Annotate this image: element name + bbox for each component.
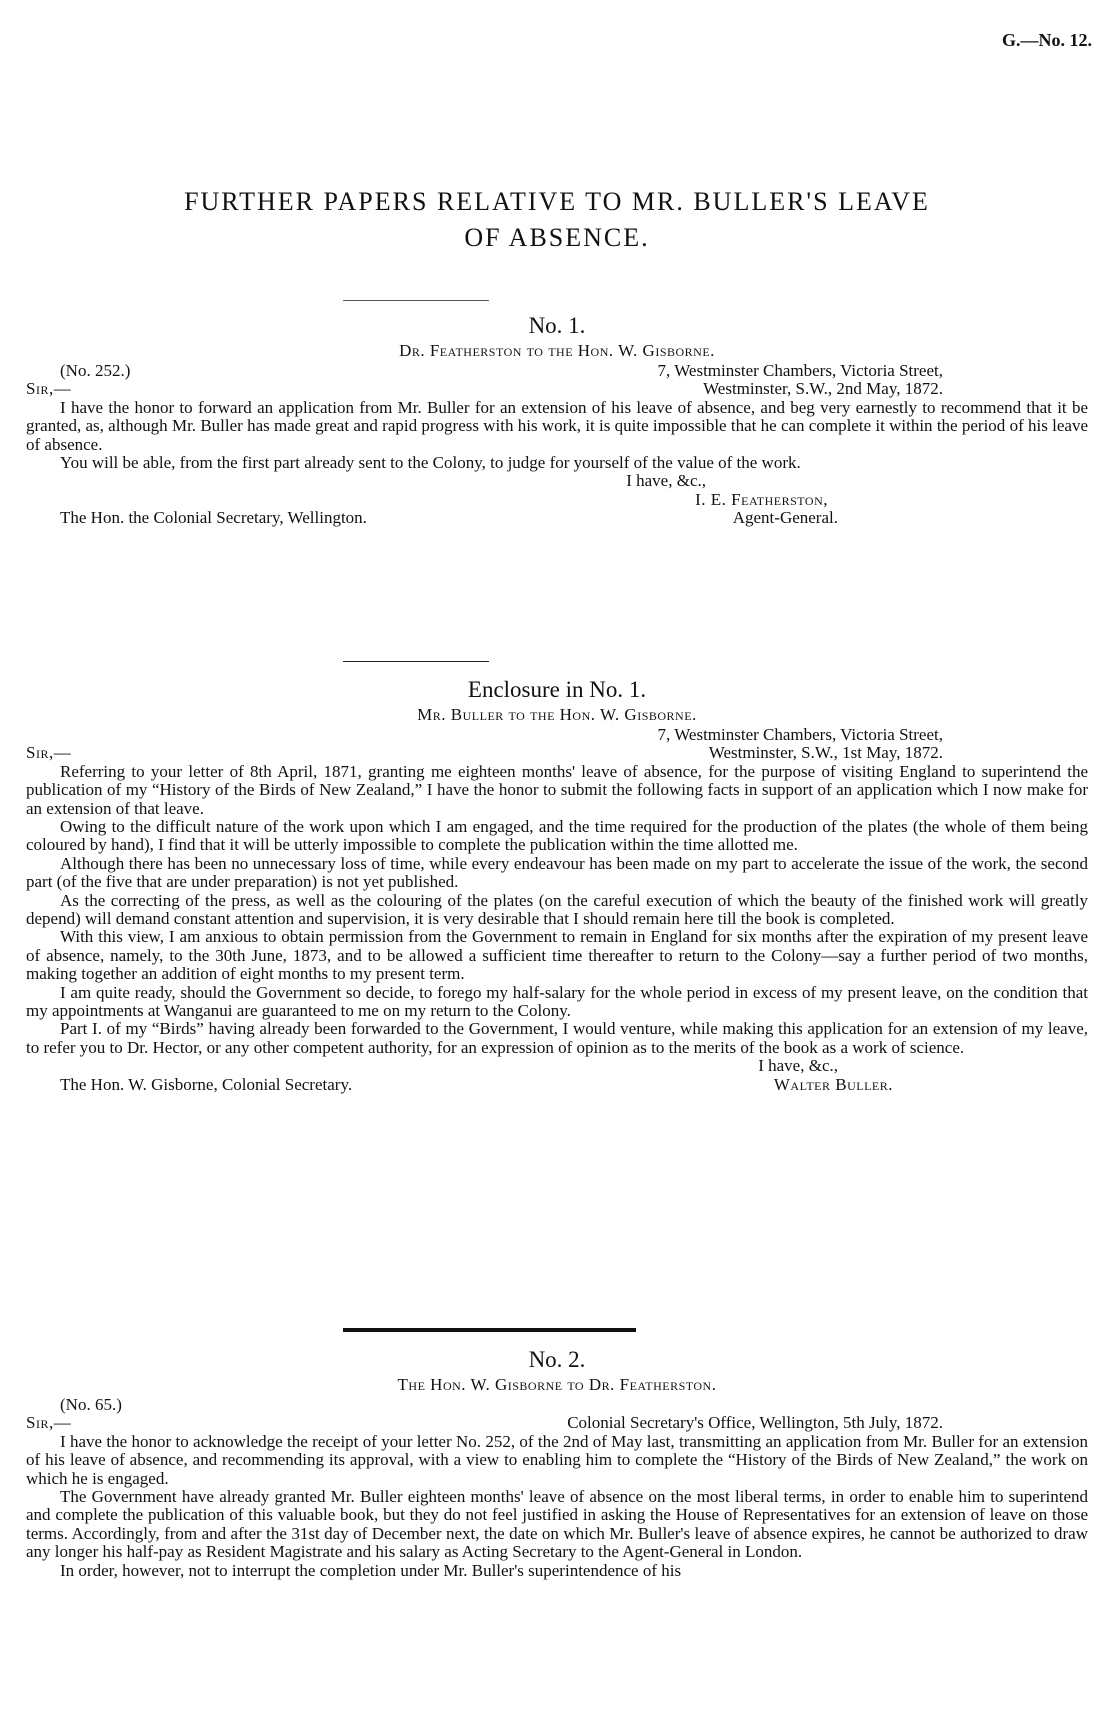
divider-2 (343, 1328, 636, 1332)
letter-2-paragraph-1: I have the honor to acknowledge the receipt of your letter No. 252, of the 2nd of May last, transmitting an application from Mr. Buller for an extension of his leave of absence, and recommending its approval, with a view to enabling him to complete the “History of the Birds of New Zealand,” the work on which he is engaged. (26, 1431, 1088, 1488)
enclosure-paragraph-6: I am quite ready, should the Government so decide, to forego my half-salary for the whole period in excess of my present leave, on the condition that my appointments at Wanganui are guaranteed to me on my return to the Colony. (26, 982, 1088, 1021)
enclosure-paragraph-4: As the correcting of the press, as well as the colouring of the plates (on the careful execution of which the beauty of the finished work will greatly depend) will demand constant attention and supervision, it is very desirable that I should remain here till the book is completed. (26, 890, 1088, 929)
title-line-1: FURTHER PAPERS RELATIVE TO MR. BULLER'S LEAVE (184, 187, 930, 216)
letter-1-address-1: 7, Westminster Chambers, Victoria Street, (657, 361, 943, 380)
page-code: G.—No. 12. (1002, 30, 1092, 50)
letter-1-heading: No. 1. (528, 313, 586, 338)
letter-1-salutation: Sir,— (26, 379, 72, 399)
letter-2-from-to: The Hon. W. Gisborne to Dr. Featherston. (397, 1375, 717, 1394)
letter-2-heading: No. 2. (528, 1347, 586, 1372)
enclosure-paragraph-1: Referring to your letter of 8th April, 1871, granting me eighteen months' leave of absence, for the purpose of visiting England to superintend the publication of my “History of the Birds of New Zealand,” I have the honor to submit the following facts in support of an application which I now make for an extension of that leave. (26, 761, 1088, 818)
enclosure-from-to: Mr. Buller to the Hon. W. Gisborne. (417, 705, 697, 724)
letter-1-closing: I have, &c., (626, 471, 706, 491)
letter-1-signature: I. E. Featherston, (695, 489, 828, 509)
enclosure-address-2: Westminster, S.W., 1st May, 1872. (708, 743, 943, 763)
title-line-2: OF ABSENCE. (464, 223, 650, 252)
enclosure-addressee: The Hon. W. Gisborne, Colonial Secretary. (60, 1074, 353, 1094)
enclosure-paragraph-2: Owing to the difficult nature of the work upon which I am engaged, and the time required for the production of the plates (the whole of them being coloured by hand), I find that it will be utterly impossible to complete the publication within the time allotted me. (26, 817, 1088, 855)
letter-1-paragraph-2: You will be able, from the first part already sent to the Colony, to judge for yourself of the value of the work. (60, 453, 801, 472)
letter-1-addressee: The Hon. the Colonial Secretary, Wellington. (60, 508, 367, 528)
enclosure-closing: I have, &c., (758, 1056, 838, 1076)
letter-1-from-to: Dr. Featherston to the Hon. W. Gisborne. (399, 341, 715, 360)
enclosure-heading: Enclosure in No. 1. (467, 677, 647, 702)
enclosure-paragraph-3: Although there has been no unnecessary loss of time, while every endeavour has been made on my part to accelerate the issue of the work, the second part (of the five that are under preparation) is not yet published. (26, 853, 1088, 892)
letter-2 (26, 1346, 1088, 1580)
letter-1-address-2: Westminster, S.W., 2nd May, 1872. (703, 379, 943, 399)
enclosure-paragraph-5: With this view, I am anxious to obtain permission from the Government to remain in England for six months after the expiration of my present leave of absence, namely, to the 30th June, 1873, and to be allowed a sufficient time thereafter to return to the Colony—say a further period of two months, making together an addition of eight months to my present term. (26, 927, 1088, 984)
letter-1-signatory-title: Agent-General. (732, 508, 838, 528)
enclosure-address-1: 7, Westminster Chambers, Victoria Street, (657, 725, 943, 744)
letter-2-paragraph-3: In order, however, not to interrupt the completion under Mr. Buller's superintendence of his (60, 1560, 682, 1580)
letter-2-salutation: Sir,— (26, 1413, 72, 1433)
title-divider (343, 300, 489, 301)
divider-1 (343, 661, 489, 662)
document-title (60, 184, 1054, 256)
enclosure-salutation: Sir,— (26, 743, 72, 763)
enclosure-paragraph-7: Part I. of my “Birds” having already been forwarded to the Government, I would venture, while making this application for an extension of my leave, to refer you to Dr. Hector, or any other competent authority, for an expression of opinion as to the merits of the book as a work of science. (26, 1019, 1088, 1057)
letter-1 (26, 312, 1088, 528)
letter-2-paragraph-2: The Government have already granted Mr. Buller eighteen months' leave of absence on the most liberal terms, in order to enable him to superintend and complete the publication of this valuable book, but they do not feel justified in asking the House of Representatives for an extension of leave on those terms. Accordingly, from and after the 31st day of December next, the date on which Mr. Buller's leave of absence expires, he cannot be authorized to draw any longer his half-pay as Resident Magistrate and his salary as Acting Secretary to the Agent-General in London. (26, 1487, 1088, 1562)
letter-1-ref: (No. 252.) (60, 361, 131, 380)
enclosure-signature: Walter Buller. (773, 1074, 893, 1094)
letter-1-paragraph-1: I have the honor to forward an application from Mr. Buller for an extension of his leave of absence, and beg very earnestly to recommend that it be granted, as, although Mr. Buller has made great and rapid progress with his work, it is quite impossible that he can complete it within the period of his leave of absence. (26, 397, 1088, 454)
letter-2-address: Colonial Secretary's Office, Wellington, 5th July, 1872. (567, 1413, 943, 1433)
letter-2-ref: (No. 65.) (60, 1395, 122, 1414)
enclosure (26, 676, 1088, 1094)
